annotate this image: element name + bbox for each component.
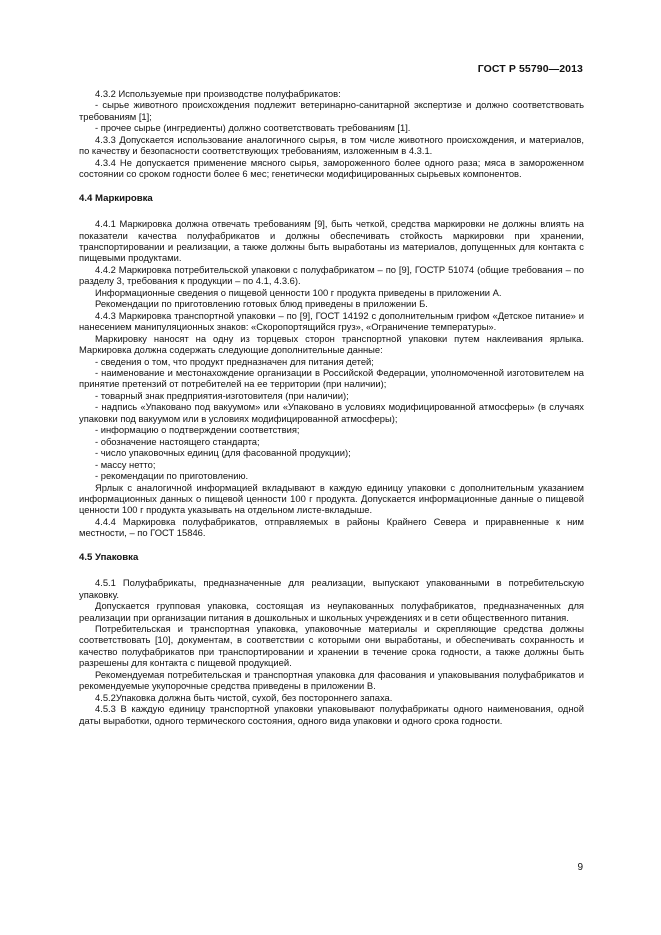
section-heading-4-4: 4.4 Маркировка — [79, 192, 153, 204]
paragraph: 4.3.3 Допускается использование аналогичного сырья, в том числе животного происхождения, и материалов, по качеству и безопасности соответствующих требованиям, изложенным в 4.3.1. — [79, 133, 584, 157]
paragraph: Рекомендации по приготовлению готовых блюд приведены в приложении Б. — [95, 298, 428, 310]
list-item: - сведения о том, что продукт предназначен для питания детей; — [95, 355, 374, 367]
section-4-3-text — [79, 88, 584, 180]
paragraph: 4.5.2Упаковка должна быть чистой, сухой, без постороннего запаха. — [95, 691, 393, 703]
list-item: - число упаковочных единиц (для фасованной продукции); — [95, 447, 351, 459]
list-item: - надпись «Упаковано под вакуумом» или «Упаковано в условиях модифицированной атмосферы» (в случаях упаковки под вакуумом или в условиях модифицированной атмосферы); — [79, 401, 584, 424]
paragraph: 4.3.2 Используемые при производстве полуфабрикатов: — [95, 88, 341, 99]
paragraph: 4.3.4 Не допускается применение мясного сырья, замороженного более одного раза; мяса в замороженном состоянии со сроком годности более 6 мес; генетически модифицированных сырьевых компонентов. — [79, 156, 584, 180]
list-item: - рекомендации по приготовлению. — [95, 470, 249, 482]
paragraph: Маркировку наносят на одну из торцевых сторон транспортной упаковки путем наклеивания ярлыка. Маркировка должна содержать следующие дополнительные данные: — [79, 332, 584, 356]
page-number: 9 — [577, 862, 583, 873]
paragraph: Потребительская и транспортная упаковка, упаковочные материалы и скрепляющие средства должны соответствовать [10], документам, в соответствии с которыми они выработаны, и обеспечивать сохранность и качество полуфабрикатов при транспортировании и хранении в течение срока годности, а также должны быть разрешены для контакта с пищевой продукцией. — [79, 623, 584, 669]
paragraph: 4.4.4 Маркировка полуфабрикатов, отправляемых в районы Крайнего Севера и приравненные к ним местности, – по ГОСТ 15846. — [79, 515, 584, 539]
paragraph: 4.5.1 Полуфабрикаты, предназначенные для реализации, выпускают упакованными в потребительскую упаковку. — [79, 577, 584, 600]
paragraph: 4.4.1 Маркировка должна отвечать требованиям [9], быть четкой, средства маркировки не должны влиять на показатели качества полуфабрикатов и должны обеспечивать стойкость маркировки при хранении, транспортировании и реализации, а также должны быть выработаны из материалов, допущенных для контакта с пищевыми продуктами. — [79, 218, 584, 264]
list-item: - массу нетто; — [95, 458, 156, 470]
document-body — [79, 88, 584, 726]
paragraph: 4.5.3 В каждую единицу транспортной упаковки упаковывают полуфабрикаты одного наименования, одной даты выработки, одного термического состояния, одного вида упаковки и одного срока годности. — [79, 703, 584, 726]
document-header: ГОСТ Р 55790—2013 — [477, 63, 583, 75]
paragraph: Ярлык с аналогичной информацией вкладывают в каждую единицу упаковки с дополнительным указанием информационных данных о пищевой ценности 100 г продукта. Допускается информационные данные о пищевой ценности 100 г продукта указывать на отдельном листе-вкладыше. — [79, 481, 584, 516]
list-item: - товарный знак предприятия-изготовителя (при наличии); — [95, 389, 349, 401]
paragraph: - прочее сырье (ингредиенты) должно соответствовать требованиям [1]. — [95, 122, 411, 134]
paragraph: 4.4.3 Маркировка транспортной упаковки – по [9], ГОСТ 14192 с дополнительным грифом «Детское питание» и нанесением манипуляционных знаков: «Скоропортящийся груз», «Ограничение температуры». — [79, 309, 584, 333]
paragraph: Рекомендуемая потребительская и транспортная упаковка для фасования и упаковывания полуфабрикатов и рекомендуемые укупорочные средства приведены в приложении В. — [79, 668, 584, 692]
section-4-5-text — [79, 577, 584, 726]
list-item: - наименование и местонахождение организации в Российской Федерации, уполномоченной изготовителем на принятие претензий от потребителей на ее территории (при наличии); — [79, 366, 584, 390]
paragraph: - сырье животного происхождения подлежит ветеринарно-санитарной экспертизе и должно соответствовать требованиям [1]; — [79, 99, 584, 122]
section-4-4-text — [79, 218, 584, 539]
list-item: - информацию о подтверждении соответствия; — [95, 424, 300, 436]
section-heading-4-5: 4.5 Упаковка — [79, 551, 139, 563]
list-item: - обозначение настоящего стандарта; — [95, 435, 260, 447]
paragraph: Информационные сведения о пищевой ценности 100 г продукта приведены в приложении А. — [95, 286, 502, 298]
paragraph: Допускается групповая упаковка, состоящая из неупакованных полуфабрикатов, предназначенных для реализации при организации питания в дошкольных и школьных учреждениях и в сети общественного питания. — [79, 600, 584, 623]
paragraph: 4.4.2 Маркировка потребительской упаковки с полуфабрикатом – по [9], ГОСТР 51074 (общие требования – по разделу 3, требования к продукции – по 4.1, 4.3.6). — [79, 263, 584, 287]
